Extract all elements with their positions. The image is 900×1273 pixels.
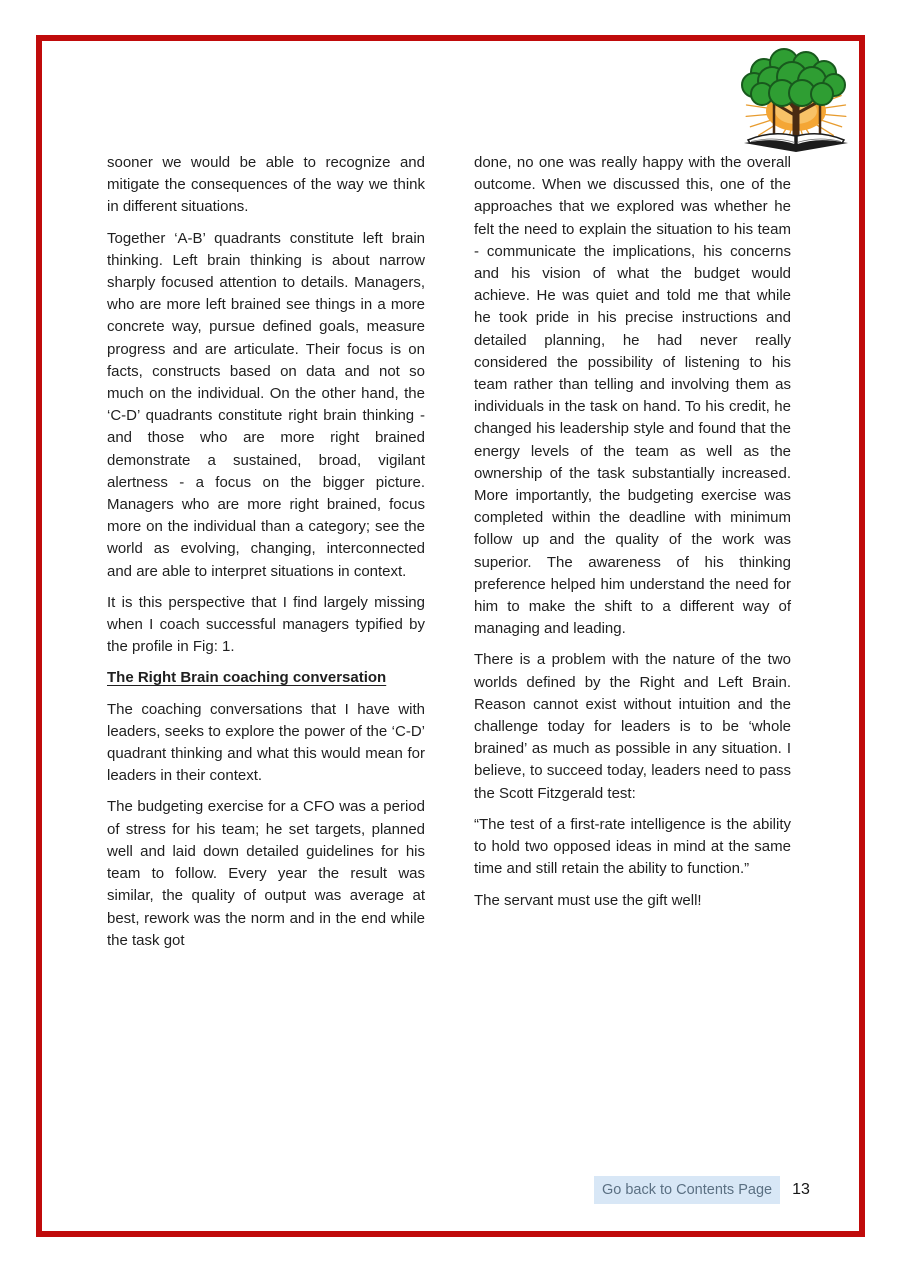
page-number: 13 bbox=[792, 1181, 810, 1198]
open-book bbox=[744, 134, 848, 152]
paragraph: There is a problem with the nature of the two worlds defined by the Right and Left Brain. Reason cannot exist without intuition and the challenge today for leaders is to be ‘whole brained’ as much as possible in any situation. I believe, to succeed today, leaders need to pass the Scott Fitzgerald test: bbox=[474, 651, 791, 802]
tree-canopy bbox=[742, 49, 845, 106]
paragraph: The budgeting exercise for a CFO was a period of stress for his team; he set targets, planned well and laid down detailed guidelines for his team to follow. Every year the result was similar, the quality of output was average at best, rework was the norm and in the end while the task got bbox=[107, 798, 425, 949]
paragraph: Together ‘A-B’ quadrants constitute left brain thinking. Left brain thinking is about narrow sharply focused attention to details. Managers, who are more left brained see things in a more concrete way, pursue defined goals, measure progress and are articulate. Their focus is on facts, constructs based on data and not so much on the individual. On the other hand, the ‘C-D’ quadrants constitute right brain thinking - and those who are more right brained demonstrate a sustained, broad, vigilant alertness - a focus on the bigger picture. Managers who are more right brained, focus more on the individual than a category; see the world as evolving, changing, interconnected and are able to interpret situations in context. bbox=[107, 229, 425, 580]
paragraph: sooner we would be able to recognize and mitigate the consequences of the way we think in different situations. bbox=[107, 154, 425, 216]
tree-book-logo-graphic bbox=[734, 47, 858, 155]
tree-book-logo bbox=[734, 47, 858, 155]
paragraph: “The test of a first-rate intelligence is the ability to hold two opposed ideas in mind at the same time and still retain the ability to function.” bbox=[474, 815, 791, 878]
left-column bbox=[107, 152, 425, 952]
go-back-to-contents-link[interactable]: Go back to Contents Page bbox=[594, 1176, 780, 1204]
paragraph: The servant must use the gift well! bbox=[474, 891, 702, 909]
paragraph: It is this perspective that I find largely missing when I coach successful managers typified by the profile in Fig: 1. bbox=[107, 593, 425, 656]
page-footer bbox=[594, 1176, 810, 1204]
paragraph: done, no one was really happy with the overall outcome. When we discussed this, one of the approaches that we explored was whether he felt the need to explain the situation to his team - communicate the implications, his concerns and his vision of what the budget would achieve. He was quiet and told me that while he took pride in his precise instructions and detailed planning, he had never really considered the possibility of listening to his team rather than telling and involving them as individuals in the task on hand. To his credit, he changed his leadership style and found that the energy levels of the team as well as the ownership of the task substantially increased. More importantly, the budgeting exercise was completed within the deadline with minimum follow up and the quality of the work was superior. The awareness of his thinking preference helped him understand the need for him to make the shift to a different way of managing and leading. bbox=[474, 154, 791, 638]
paragraph: The coaching conversations that I have with leaders, seeks to explore the power of the ‘C-D’ quadrant thinking and what this would mean for leaders in their context. bbox=[107, 700, 425, 785]
right-column bbox=[474, 152, 791, 952]
section-heading: The Right Brain coaching conversation bbox=[107, 669, 387, 687]
two-column-text bbox=[107, 152, 791, 952]
